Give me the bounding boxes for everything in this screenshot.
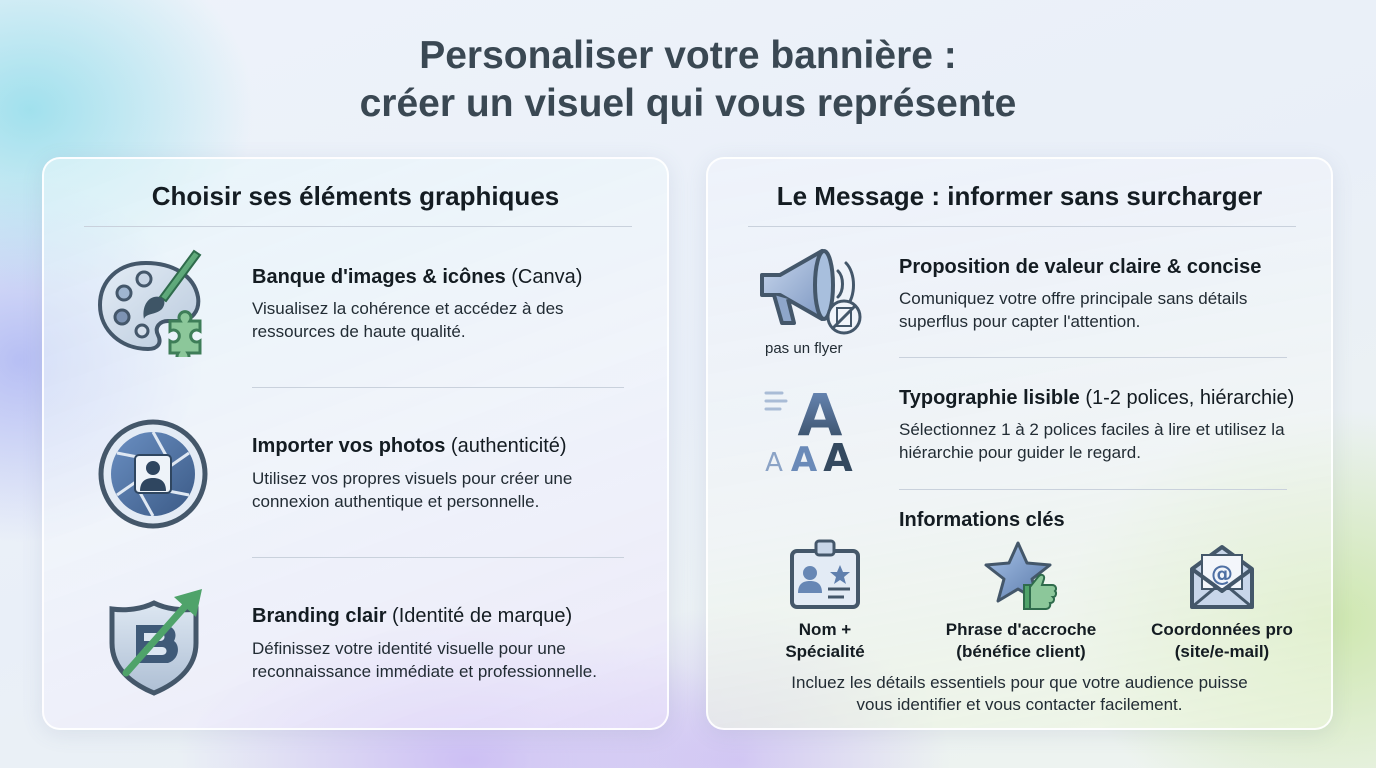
star-thumbs-up-icon [984,539,1058,613]
svg-text:A: A [797,381,843,449]
divider [899,357,1287,358]
stock-images-title-bold: Banque d'images & icônes [252,266,506,288]
key-info-tagline-line2: (bénéfice client) [956,642,1086,661]
key-info-footer-line1: Incluez les détails essentiels pour que votre audience puisse [791,673,1248,692]
import-photos-desc: Utilisez vos propres visuels pour créer une connexion authentique et personnelle. [252,469,573,511]
no-flyer-caption: pas un flyer [765,340,843,357]
branding-title-rest: (Identité de marque) [386,605,573,627]
key-info-footer-line2: vous identifier et vous contacter facilement. [856,695,1183,714]
divider [899,489,1287,490]
stock-images-title-rest: (Canva) [505,266,583,288]
typography-title [899,385,1294,411]
divider [748,226,1296,227]
camera-aperture-person-icon [96,417,210,531]
key-info-contact-line2: (site/e-mail) [1174,642,1270,661]
divider [252,557,624,558]
message-heading: Le Message : informer sans surcharger [776,181,1263,211]
key-info-tagline-line1: Phrase d'accroche [945,620,1097,639]
key-info-name-line2: Spécialité [785,642,865,661]
key-info-contact-line1: Coordonnées pro [1151,620,1293,639]
graphic-elements-panel [42,157,669,730]
typography-title-rest: (1-2 polices, hiérarchie) [1079,387,1295,409]
value-proposition-desc: Comuniquez votre offre principale sans détails superflus pour capter l'attention. [899,289,1248,331]
key-info-contact [1122,619,1322,663]
svg-text:A: A [823,436,853,475]
key-info-name [745,619,905,663]
key-info-name-line1: Nom + [798,620,852,639]
value-proposition-title-bold: Proposition de valeur claire & concise [899,256,1262,278]
svg-text:@: @ [1211,562,1233,587]
stock-images-desc: Visualisez la cohérence et accédez à des ressources de haute qualité. [252,299,564,341]
typography-title-bold: Typographie lisible [899,387,1080,409]
page-title-line1: Personaliser votre bannière : [419,34,957,77]
megaphone-no-flyer-icon [752,245,864,337]
divider [252,387,624,388]
message-panel [706,157,1333,730]
import-photos-title-rest: (authenticité) [445,435,567,457]
palette-puzzle-icon [96,249,208,357]
branding-desc: Définissez votre identité visuelle pour une reconnaissance immédiate et professionnelle. [252,639,597,681]
divider [84,226,632,227]
typography-desc: Sélectionnez 1 à 2 polices faciles à lire et utilisez la hiérarchie pour guider le regard. [899,420,1285,462]
svg-text:A: A [790,440,818,475]
shield-brand-arrow-icon [104,587,212,697]
typography-icon [762,375,858,475]
import-photos-title [252,433,567,459]
import-photos-title-bold: Importer vos photos [252,435,446,457]
page-title-line2: créer un visuel qui vous représente [359,82,1017,125]
key-info-heading: Informations clés [899,509,1065,531]
key-info-tagline [921,619,1121,663]
svg-text:A: A [765,448,783,475]
id-badge-icon [788,539,862,611]
page-title [0,32,1376,128]
stock-images-title [252,264,582,290]
email-envelope-icon [1188,541,1256,613]
graphic-elements-heading: Choisir ses éléments graphiques [151,181,560,211]
value-proposition-title [899,254,1261,280]
branding-title-bold: Branding clair [252,605,387,627]
branding-title [252,603,572,629]
